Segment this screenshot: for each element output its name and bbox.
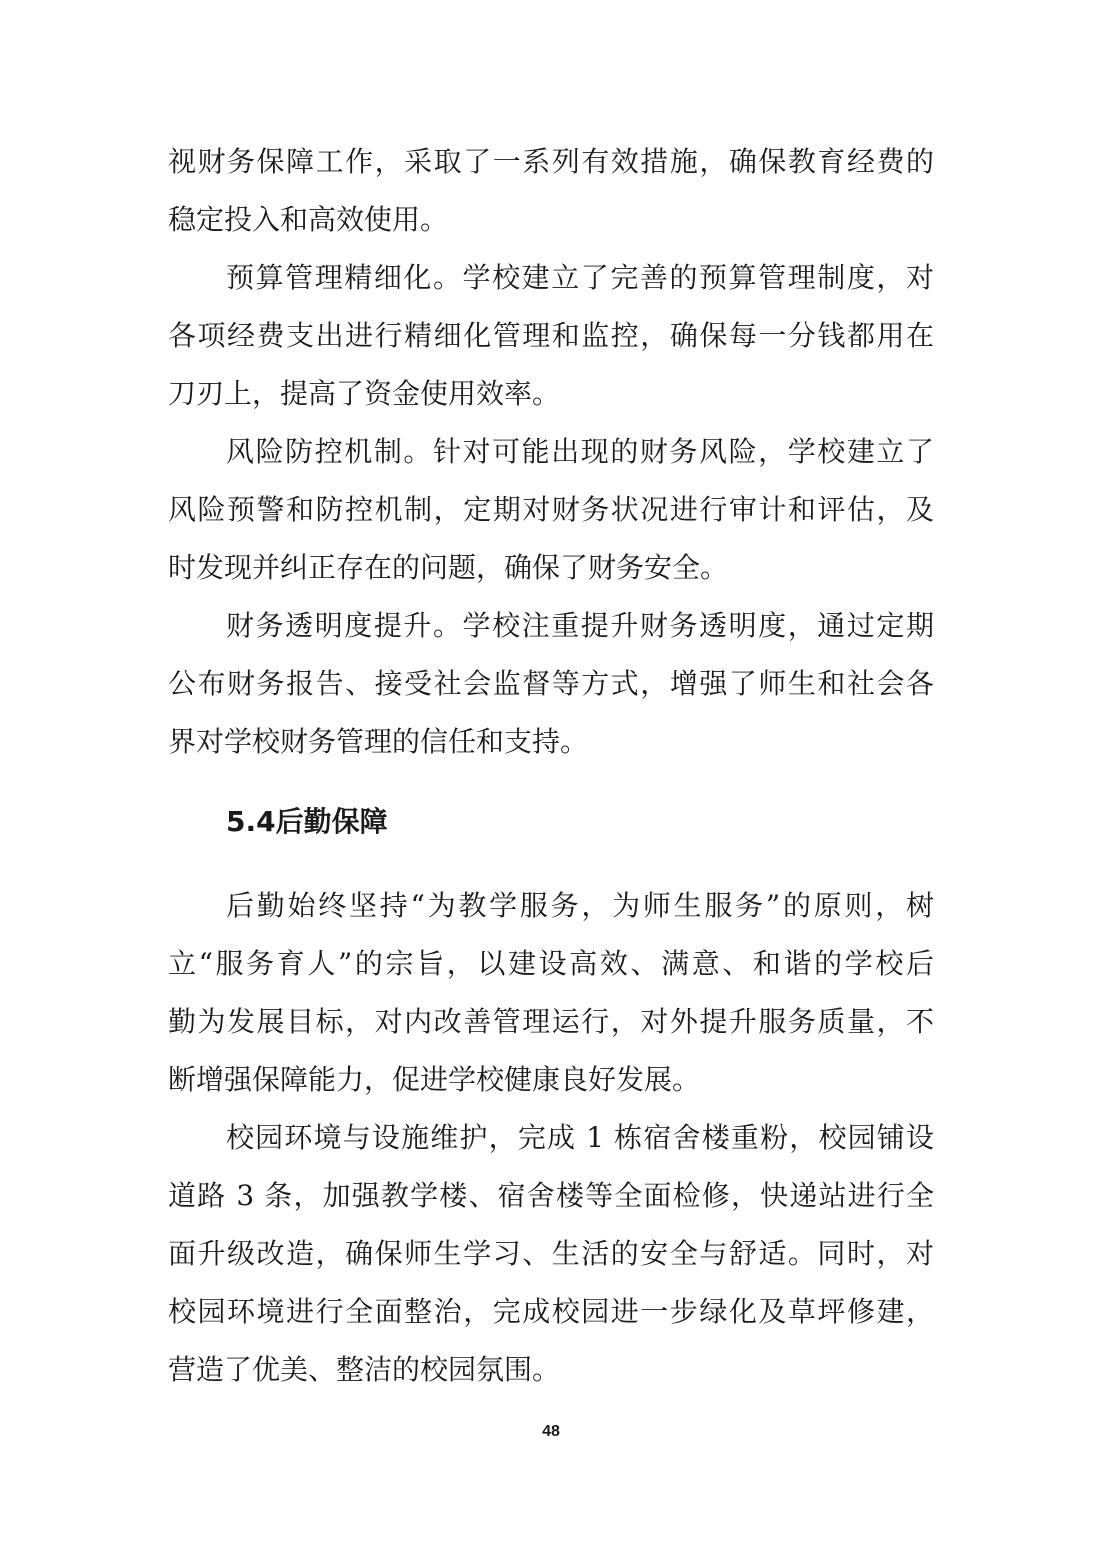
paragraph-line: 断增强保障能力，促进学校健康良好发展。	[168, 1063, 701, 1096]
paragraph-line: 时发现并纠正存在的问题，确保了财务安全。	[168, 551, 729, 584]
paragraph-line: 风险预警和防控机制，定期对财务状况进行审计和评估，及	[168, 493, 934, 526]
paragraph-line: 道路 3 条，加强教学楼、宿舍楼等全面检修，快递站进行全	[168, 1179, 934, 1212]
paragraph-line: 财务透明度提升。学校注重提升财务透明度，通过定期	[226, 609, 934, 642]
paragraph-line: 稳定投入和高效使用。	[168, 203, 449, 236]
paragraph-line: 面升级改造，确保师生学习、生活的安全与舒适。同时，对	[168, 1237, 934, 1270]
paragraph-line: 勤为发展目标，对内改善管理运行，对外提升服务质量，不	[168, 1005, 934, 1038]
paragraph-line: 校园环境与设施维护，完成 1 栋宿舍楼重粉，校园铺设	[226, 1121, 934, 1154]
paragraph-line: 刀刃上，提高了资金使用效率。	[168, 377, 561, 410]
paragraph-line: 立“服务育人”的宗旨，以建设高效、满意、和谐的学校后	[168, 947, 934, 980]
paragraph-line: 营造了优美、整洁的校园氛围。	[168, 1353, 561, 1386]
paragraph-line: 各项经费支出进行精细化管理和监控，确保每一分钱都用在	[168, 319, 934, 352]
paragraph-line: 界对学校财务管理的信任和支持。	[168, 725, 589, 758]
paragraph-line: 预算管理精细化。学校建立了完善的预算管理制度，对	[226, 261, 934, 294]
paragraph-line: 后勤始终坚持“为教学服务，为师生服务”的原则，树	[226, 889, 934, 922]
page-number: 48	[542, 1423, 560, 1440]
paragraph-line: 校园环境进行全面整治，完成校园进一步绿化及草坪修建，	[168, 1295, 934, 1328]
paragraph-line: 视财务保障工作，采取了一系列有效措施，确保教育经费的	[168, 145, 934, 178]
section-heading: 5.4后勤保障	[226, 805, 388, 838]
paragraph-line: 公布财务报告、接受社会监督等方式，增强了师生和社会各	[168, 667, 934, 700]
paragraph-line: 风险防控机制。针对可能出现的财务风险，学校建立了	[226, 435, 934, 468]
